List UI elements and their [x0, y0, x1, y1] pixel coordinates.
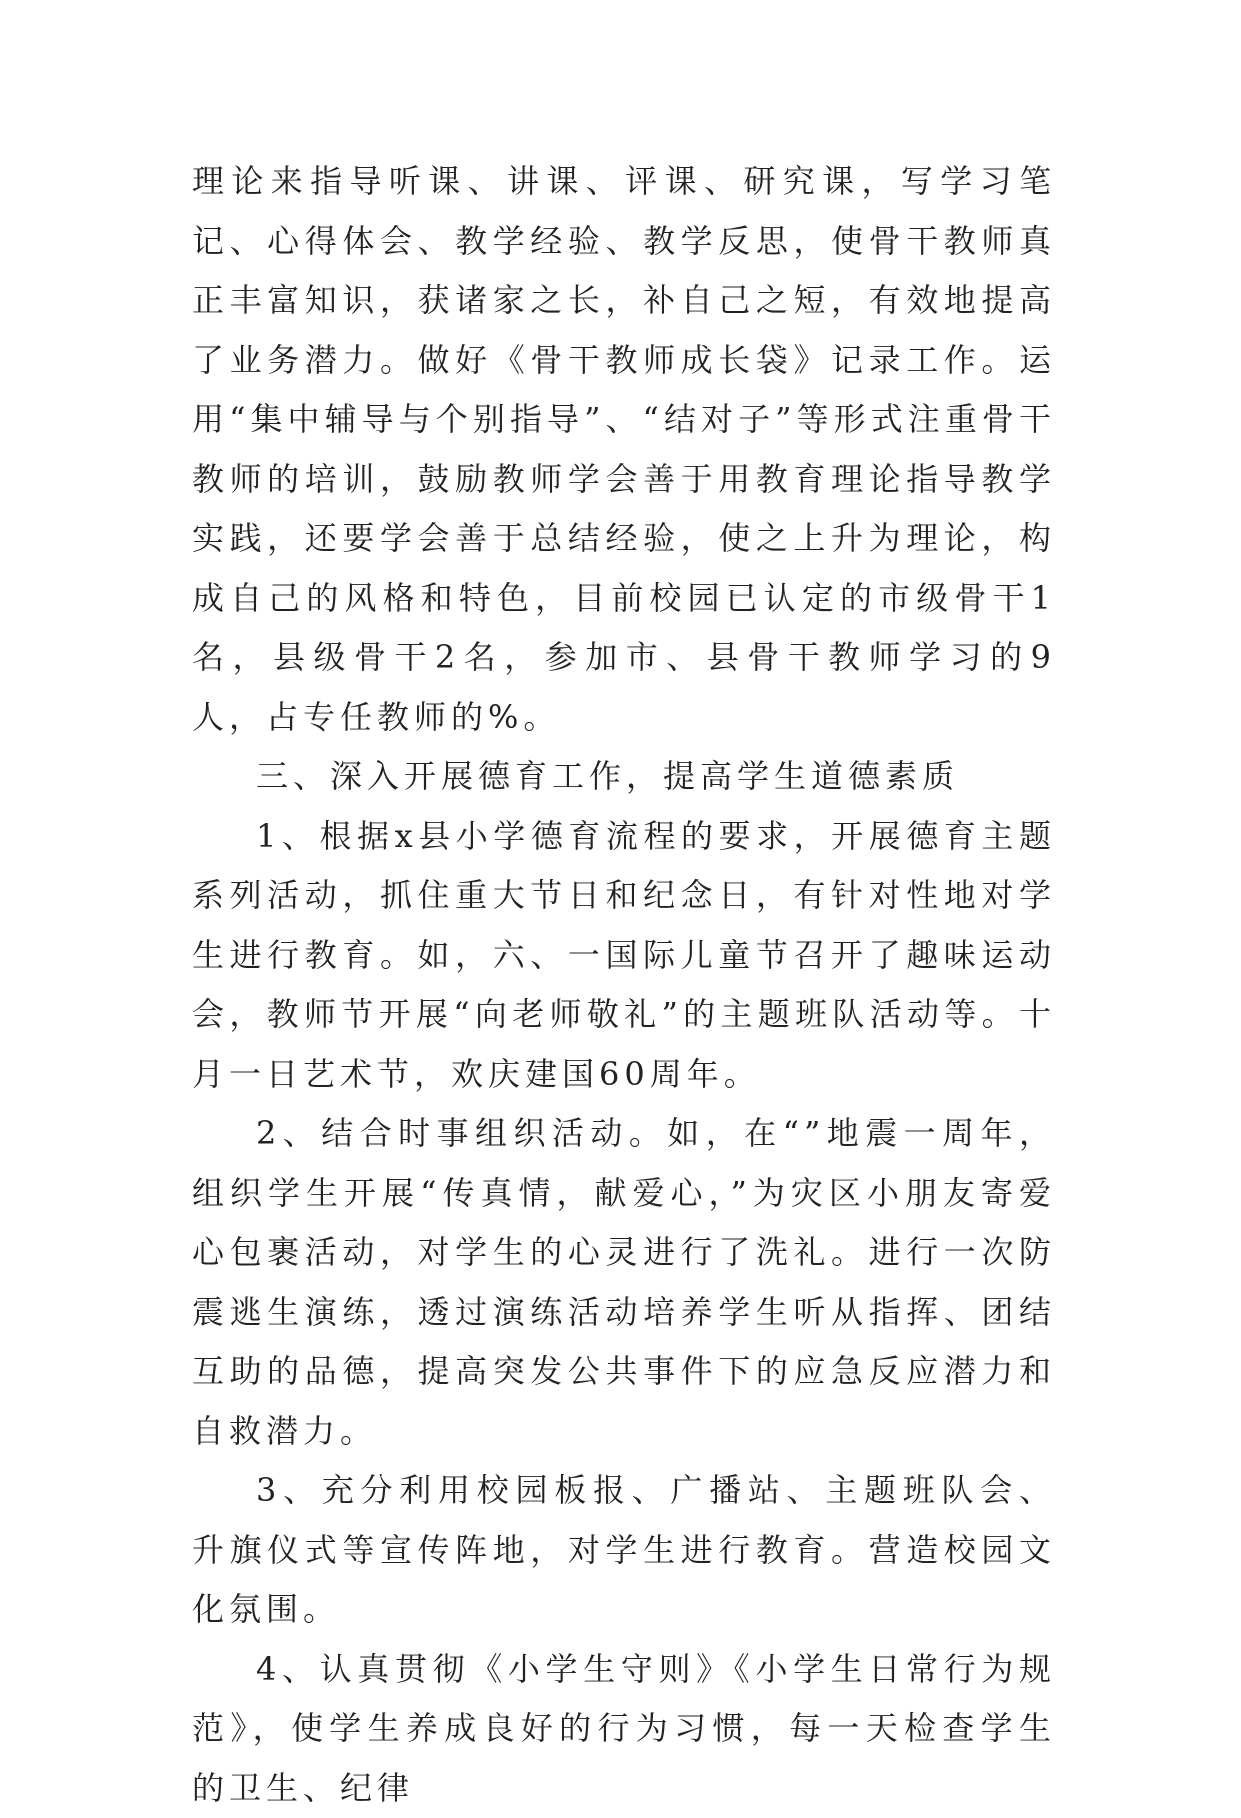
section-heading-moral-education: 三、深入开展德育工作，提高学生道德素质: [192, 747, 1056, 807]
paragraph-continued-training: 理论来指导听课、讲课、评课、研究课，写学习笔记、心得体会、教学经验、教学反思，使骨干教师真正丰富知识，获诸家之长，补自己之短，有效地提高了业务潜力。做好《骨干教师成长袋》记录工作。运用“集中辅导与个别指导”、“结对子”等形式注重骨干教师的培训，鼓励教师学会善于用教育理论指导教学实践，还要学会善于总结经验，使之上升为理论，构成自己的风格和特色，目前校园已认定的市级骨干1名，县级骨干2名，参加市、县骨干教师学习的9人，占专任教师的%。: [192, 152, 1056, 747]
paragraph-item-2: 2、结合时事组织活动。如，在“”地震一周年，组织学生开展“传真情，献爱心，”为灾区小朋友寄爱心包裹活动，对学生的心灵进行了洗礼。进行一次防震逃生演练，透过演练活动培养学生听从指挥、团结互助的品德，提高突发公共事件下的应急反应潜力和自救潜力。: [192, 1104, 1056, 1461]
document-body: [192, 152, 1056, 1818]
paragraph-item-3: 3、充分利用校园板报、广播站、主题班队会、升旗仪式等宣传阵地，对学生进行教育。营造校园文化氛围。: [192, 1461, 1056, 1640]
paragraph-item-1: 1、根据x县小学德育流程的要求，开展德育主题系列活动，抓住重大节日和纪念日，有针对性地对学生进行教育。如，六、一国际儿童节召开了趣味运动会，教师节开展“向老师敬礼”的主题班队活动等。十月一日艺术节，欢庆建国60周年。: [192, 807, 1056, 1105]
paragraph-item-4: 4、认真贯彻《小学生守则》《小学生日常行为规范》，使学生养成良好的行为习惯，每一天检查学生的卫生、纪律: [192, 1640, 1056, 1818]
